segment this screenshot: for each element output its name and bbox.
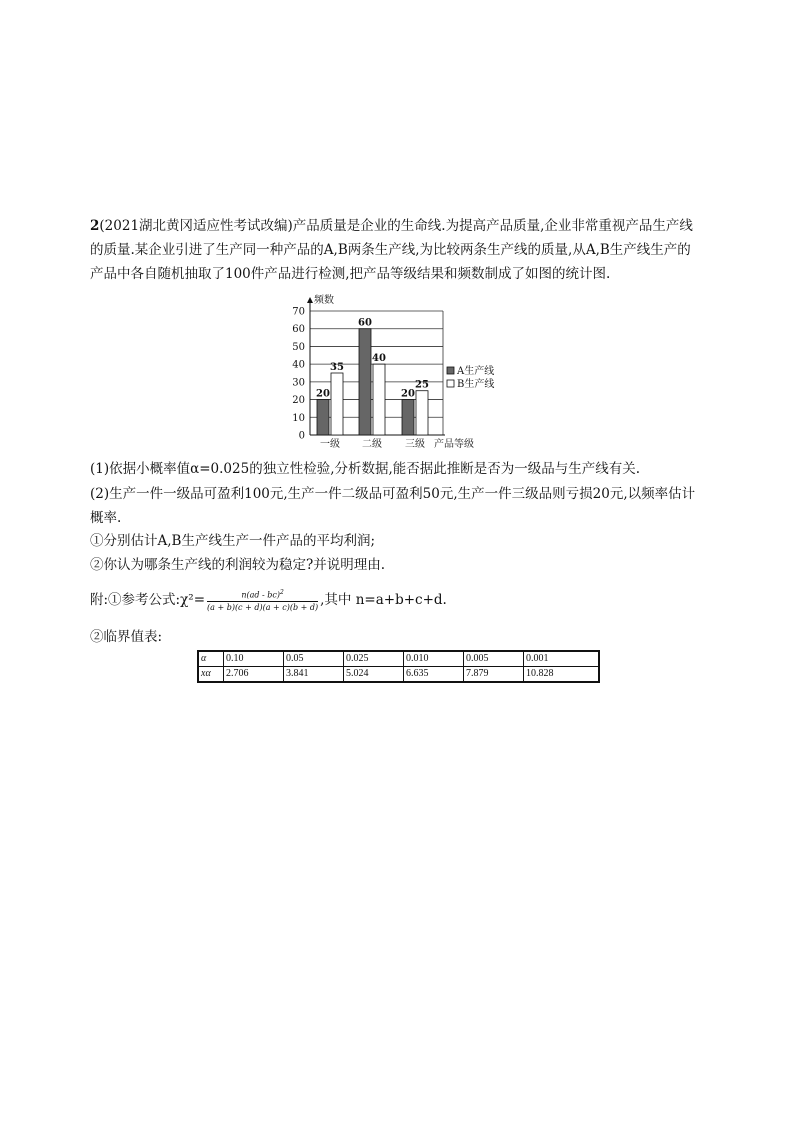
legend-label: A生产线	[457, 366, 495, 377]
data-label: 25	[415, 379, 429, 391]
critical-value-table	[197, 650, 600, 683]
question-number: 2	[90, 218, 100, 234]
y-tick-label: 50	[292, 341, 305, 353]
table-cell: 6.635	[404, 667, 464, 683]
table-cell: 7.879	[464, 667, 524, 683]
legend-swatch	[447, 380, 454, 387]
bar	[416, 391, 428, 435]
y-tick-label: 10	[292, 412, 305, 424]
data-label: 40	[372, 353, 386, 365]
table-cell: 0.010	[404, 651, 464, 667]
table-row	[198, 651, 599, 667]
table-cell: 3.841	[284, 667, 344, 683]
x-tick-label: 一级	[320, 439, 340, 450]
table-cell: 0.10	[224, 651, 284, 667]
legend-swatch	[447, 367, 454, 374]
legend-label: B生产线	[457, 379, 495, 390]
reference-formula	[90, 588, 447, 618]
data-label: 35	[330, 362, 344, 373]
alpha-label: α	[198, 651, 224, 667]
table-cell: 0.001	[524, 651, 600, 667]
x-tick-label: 二级	[362, 439, 382, 450]
part-2-b: ②你认为哪条生产线的利润较为稳定?并说明理由.	[90, 557, 386, 573]
y-axis-label: 频数	[314, 295, 334, 306]
formula-suffix: ,其中 n=a+b+c+d.	[320, 592, 447, 608]
x-alpha-label: xα	[198, 667, 224, 683]
table-cell: 2.706	[224, 667, 284, 683]
y-tick-label: 20	[292, 395, 305, 407]
data-label: 60	[358, 317, 372, 329]
formula-exponent: 2	[280, 589, 284, 597]
table-cell: 0.025	[344, 651, 404, 667]
table-row	[198, 667, 599, 683]
y-tick-label: 30	[292, 377, 305, 389]
y-tick-label: 40	[292, 359, 305, 371]
data-label: 20	[401, 388, 415, 400]
table-title: ②临界值表:	[90, 629, 163, 645]
y-axis-arrow	[307, 297, 313, 303]
formula-fraction	[207, 589, 318, 612]
x-axis-label: 产品等级	[434, 439, 474, 450]
part-2: (2)生产一件一级品可盈利100元,生产一件二级品可盈利50元,生产一件三级品则亏损20元,以频率估计概率.	[90, 486, 696, 526]
table-cell: 0.005	[464, 651, 524, 667]
bar	[359, 329, 371, 435]
table-cell: 0.05	[284, 651, 344, 667]
bar	[331, 373, 343, 435]
table-cell: 5.024	[344, 667, 404, 683]
y-tick-label: 60	[292, 324, 305, 336]
formula-numerator: n(ad - bc)	[241, 590, 280, 600]
question-text	[90, 214, 700, 286]
part-2-a: ①分别估计A,B生产线生产一件产品的平均利润;	[90, 533, 376, 549]
part-1: (1)依据小概率值α=0.025的独立性检验,分析数据,能否据此推断是否为一级品与生产线有关.	[90, 461, 641, 477]
table-cell: 10.828	[524, 667, 600, 683]
bar	[402, 400, 414, 435]
question-body: (2021湖北黄冈适应性考试改编)产品质量是企业的生命线.为提高产品质量,企业非常重视产品生产线的质量.某企业引进了生产同一种产品的A,B两条生产线,为比较两条生产线的质量,从A,B生产线生产的产品中各自随机抽取了100件产品进行检测,把产品等级结果和频数制成了如图的统计图.	[90, 218, 693, 282]
x-tick-label: 三级	[405, 439, 425, 450]
formula-prefix: 附:①参考公式:χ²=	[90, 592, 206, 608]
formula-denominator: (a + b)(c + d)(a + c)(b + d)	[207, 602, 319, 612]
bar	[373, 364, 385, 435]
y-tick-label: 70	[292, 306, 305, 318]
bar-chart	[280, 294, 520, 454]
bar	[317, 400, 329, 435]
data-label: 20	[316, 388, 330, 400]
y-tick-label: 0	[298, 430, 305, 442]
